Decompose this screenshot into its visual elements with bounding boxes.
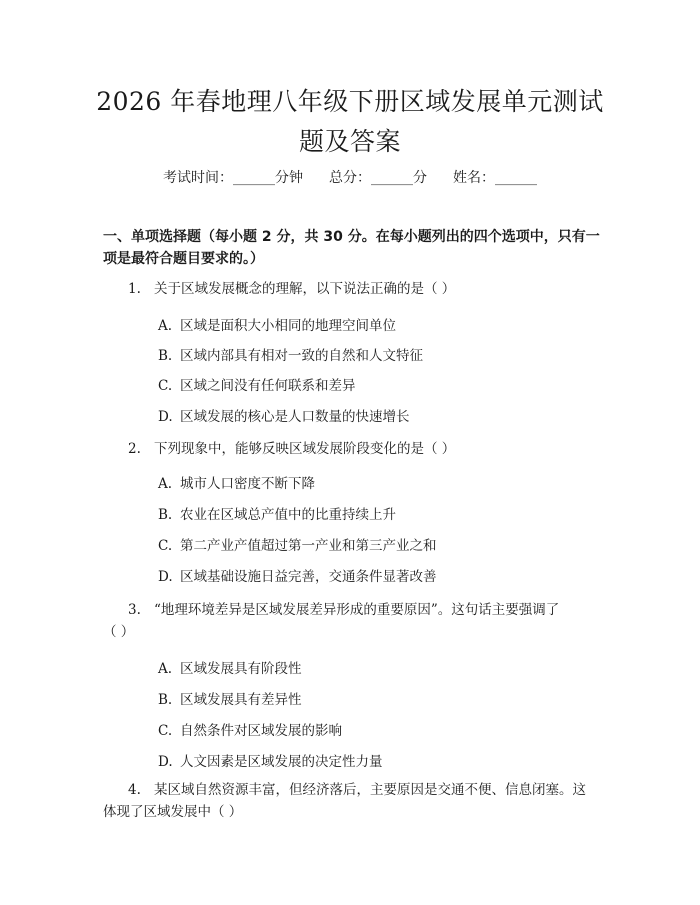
option-text: 区域内部具有相对一致的自然和人文特征 <box>180 348 423 364</box>
exam-time: 考试时间：______分钟 <box>163 170 303 186</box>
option-text: 城市人口密度不断下降 <box>180 476 315 492</box>
option-letter: D. <box>158 409 173 425</box>
question-3 <box>128 597 559 623</box>
question-stem-line-2: （ ） <box>103 624 135 640</box>
question-number: 2. <box>128 441 141 457</box>
question-2-option-b <box>158 505 396 525</box>
question-stem: 下列现象中，能够反映区域发展阶段变化的是（ ） <box>154 441 456 457</box>
question-4-continuation <box>103 799 242 825</box>
question-1-option-a <box>158 316 396 336</box>
option-text: 人文因素是区域发展的决定性力量 <box>180 754 383 770</box>
question-3-option-b <box>158 690 302 710</box>
option-text: 自然条件对区域发展的影响 <box>180 723 342 739</box>
option-text: 区域发展具有阶段性 <box>180 661 302 677</box>
question-3-option-a <box>158 659 302 679</box>
option-text: 区域是面积大小相同的地理空间单位 <box>180 318 396 334</box>
option-letter: C. <box>158 378 173 394</box>
option-letter: A. <box>158 476 173 492</box>
question-stem-line-1: 某区域自然资源丰富，但经济落后，主要原因是交通不便、信息闭塞。这 <box>154 782 586 798</box>
option-text: 第二产业产值超过第一产业和第三产业之和 <box>180 538 437 554</box>
question-number: 3. <box>128 602 141 618</box>
option-letter: B. <box>158 692 173 708</box>
title-line-2: 题及答案 <box>298 127 401 156</box>
question-2-option-c <box>158 536 437 556</box>
option-text: 区域发展的核心是人口数量的快速增长 <box>180 409 410 425</box>
option-text: 区域发展具有差异性 <box>180 692 302 708</box>
option-letter: A. <box>158 318 173 334</box>
option-letter: D. <box>158 569 173 585</box>
question-2-option-d <box>158 567 437 587</box>
option-text: 农业在区域总产值中的比重持续上升 <box>180 507 396 523</box>
option-letter: C. <box>158 538 173 554</box>
section-heading: 一、单项选择题（每小题 2 分，共 30 分。在每小题列出的四个选项中，只有一项是最符合题目要求的。） <box>103 229 600 267</box>
option-letter: A. <box>158 661 173 677</box>
page-title <box>80 82 620 162</box>
question-number: 4. <box>128 782 141 798</box>
option-text: 区域基础设施日益完善，交通条件显著改善 <box>180 569 437 585</box>
question-3-option-d <box>158 752 383 772</box>
option-letter: C. <box>158 723 173 739</box>
question-3-option-c <box>158 721 342 741</box>
question-1-option-b <box>158 346 423 366</box>
question-2-option-a <box>158 474 315 494</box>
option-letter: B. <box>158 507 173 523</box>
question-stem: 关于区域发展概念的理解，以下说法正确的是（ ） <box>154 281 456 297</box>
title-line-1: 2026 年春地理八年级下册区域发展单元测试 <box>96 87 604 116</box>
exam-info <box>0 168 700 188</box>
question-1 <box>128 276 455 302</box>
option-text: 区域之间没有任何联系和差异 <box>180 378 356 394</box>
question-1-option-c <box>158 376 356 396</box>
question-1-option-d <box>158 407 410 427</box>
option-letter: B. <box>158 348 173 364</box>
question-number: 1. <box>128 281 141 297</box>
question-stem-line-2: 体现了区域发展中（ ） <box>103 804 243 820</box>
exam-name: 姓名：______ <box>453 170 537 186</box>
question-2 <box>128 436 455 462</box>
option-letter: D. <box>158 754 173 770</box>
question-stem-line-1: “地理环境差异是区域发展差异形成的重要原因”。这句话主要强调了 <box>154 602 560 618</box>
exam-total-score: 总分：______分 <box>329 170 427 186</box>
question-3-continuation <box>103 619 134 645</box>
